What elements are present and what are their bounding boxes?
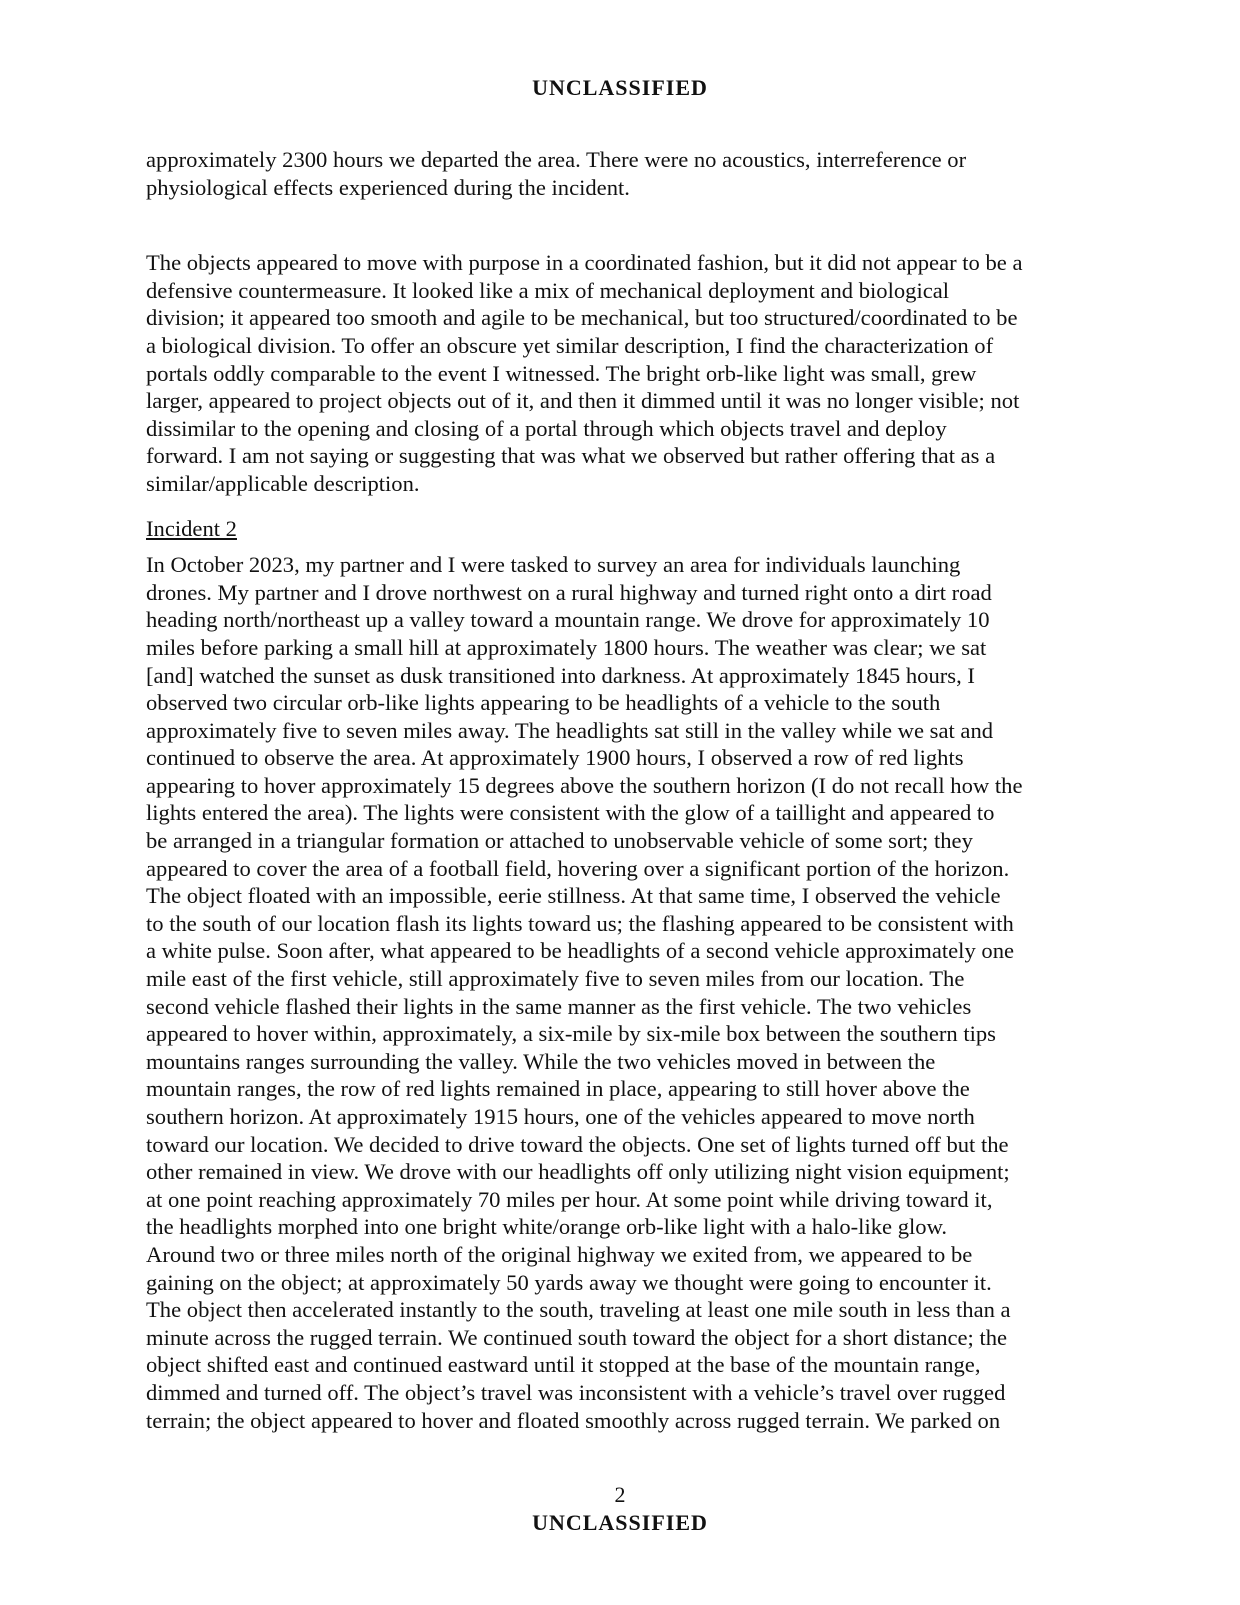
text-line: a white pulse. Soon after, what appeared to be headlights of a second vehicle approximately one xyxy=(146,938,1015,964)
text-line: object shifted east and continued eastward until it stopped at the base of the mountain range, xyxy=(146,1352,981,1378)
text-line: portals oddly comparable to the event I witnessed. The bright orb-like light was small, grew xyxy=(146,360,977,386)
paragraph-portal-description xyxy=(146,249,1096,497)
text-line: lights entered the area). The lights were consistent with the glow of a taillight and appeared to xyxy=(146,800,995,826)
incident-heading: Incident 2 xyxy=(146,515,237,541)
text-line: continued to observe the area. At approximately 1900 hours, I observed a row of red lights xyxy=(146,745,964,771)
text-line: heading north/northeast up a valley toward a mountain range. We drove for approximately 10 xyxy=(146,607,990,633)
text-line: The object floated with an impossible, eerie stillness. At that same time, I observed the vehicle xyxy=(146,883,1001,909)
text-line: The object then accelerated instantly to the south, traveling at least one mile south in less than a xyxy=(146,1297,1011,1323)
text-line: approximately five to seven miles away. The headlights sat still in the valley while we sat and xyxy=(146,717,994,743)
text-line: mile east of the first vehicle, still approximately five to seven miles from our location. The xyxy=(146,966,965,992)
text-line: The objects appeared to move with purpose in a coordinated fashion, but it did not appear to be a xyxy=(146,250,1023,276)
text-line: minute across the rugged terrain. We continued south toward the object for a short distance; the xyxy=(146,1324,1008,1350)
text-line: gaining on the object; at approximately 50 yards away we thought were going to encounter it. xyxy=(146,1269,992,1295)
header-classification-marking: UNCLASSIFIED xyxy=(532,75,708,100)
text-line: dimmed and turned off. The object’s travel was inconsistent with a vehicle’s travel over rugged xyxy=(146,1379,1006,1405)
text-line: division; it appeared too smooth and agile to be mechanical, but too structured/coordinated to be xyxy=(146,305,1018,331)
text-line: to the south of our location flash its lights toward us; the flashing appeared to be consistent with xyxy=(146,910,1014,936)
text-line: [and] watched the sunset as dusk transitioned into darkness. At approximately 1845 hours, I xyxy=(146,662,975,688)
text-line: toward our location. We decided to drive toward the objects. One set of lights turned off but the xyxy=(146,1131,1009,1157)
text-line: miles before parking a small hill at approximately 1800 hours. The weather was clear; we sat xyxy=(146,634,987,660)
text-line: mountain ranges, the row of red lights remained in place, appearing to still hover above the xyxy=(146,1076,970,1102)
text-line: the headlights morphed into one bright white/orange orb-like light with a halo-like glow. xyxy=(146,1214,948,1240)
text-line: larger, appeared to project objects out of it, and then it dimmed until it was no longer visible; not xyxy=(146,388,1020,414)
text-line: appeared to hover within, approximately, a six-mile by six-mile box between the southern tips xyxy=(146,1021,996,1047)
text-line: observed two circular orb-like lights appearing to be headlights of a vehicle to the south xyxy=(146,690,941,716)
page-number: 2 xyxy=(614,1482,626,1507)
text-line: defensive countermeasure. It looked like a mix of mechanical deployment and biological xyxy=(146,277,950,303)
text-line: be arranged in a triangular formation or attached to unobservable vehicle of some sort; they xyxy=(146,828,973,854)
text-line: Around two or three miles north of the original highway we exited from, we appeared to be xyxy=(146,1241,973,1267)
text-line: appeared to cover the area of a football field, hovering over a significant portion of the horizon. xyxy=(146,855,1010,881)
text-line: In October 2023, my partner and I were tasked to survey an area for individuals launching xyxy=(146,552,961,578)
text-line: a biological division. To offer an obscure yet similar description, I find the characterization of xyxy=(146,332,994,358)
text-line: terrain; the object appeared to hover and floated smoothly across rugged terrain. We parked on xyxy=(146,1407,1001,1433)
text-line: drones. My partner and I drove northwest on a rural highway and turned right onto a dirt road xyxy=(146,579,992,605)
text-line: other remained in view. We drove with our headlights off only utilizing night vision equipment; xyxy=(146,1159,1010,1185)
document-body xyxy=(146,146,1096,1434)
text-line: second vehicle flashed their lights in the same manner as the first vehicle. The two vehicles xyxy=(146,993,972,1019)
text-line: mountains ranges surrounding the valley. While the two vehicles moved in between the xyxy=(146,1048,936,1074)
text-line: dissimilar to the opening and closing of a portal through which objects travel and deploy xyxy=(146,415,947,441)
text-line: appearing to hover approximately 15 degrees above the southern horizon (I do not recall how the xyxy=(146,772,1023,798)
text-line: physiological effects experienced during the incident. xyxy=(146,174,630,200)
footer-classification-marking: UNCLASSIFIED xyxy=(532,1510,708,1535)
text-line: similar/applicable description. xyxy=(146,470,420,496)
text-line: southern horizon. At approximately 1915 hours, one of the vehicles appeared to move north xyxy=(146,1104,975,1129)
text-line: forward. I am not saying or suggesting that was what we observed but rather offering that as a xyxy=(146,443,996,469)
text-line: approximately 2300 hours we departed the area. There were no acoustics, interreference or xyxy=(146,147,967,172)
paragraph-incident-2 xyxy=(146,551,1096,1434)
text-line: at one point reaching approximately 70 miles per hour. At some point while driving toward it, xyxy=(146,1186,993,1212)
paragraph-continuation xyxy=(146,146,1096,201)
